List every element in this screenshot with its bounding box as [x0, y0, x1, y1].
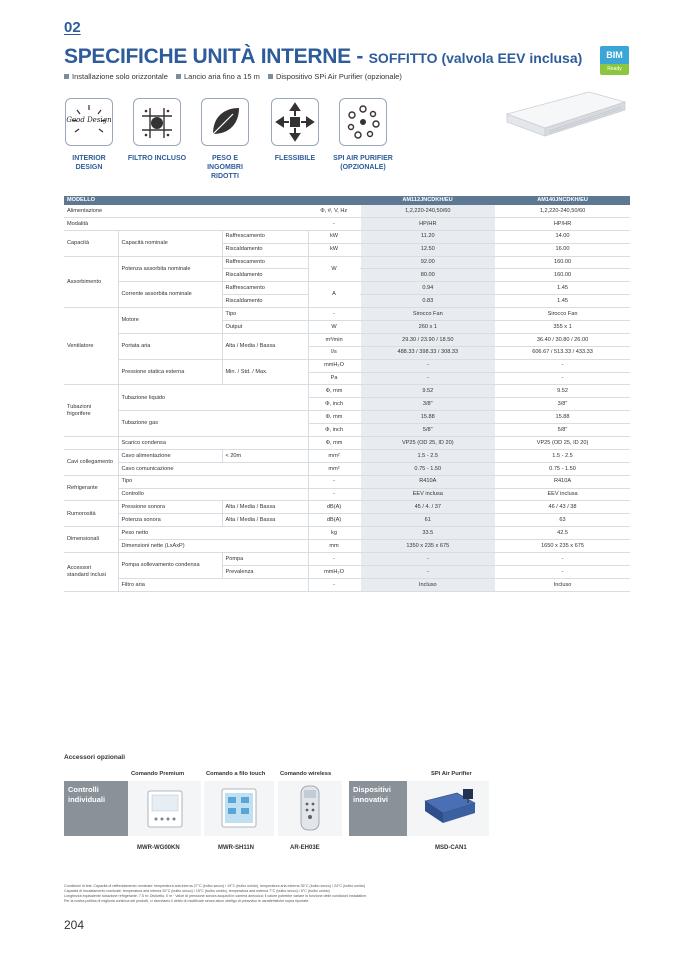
row-value: 1,2,220-240,50/60 — [360, 205, 495, 217]
row-unit: Φ, inch — [308, 398, 360, 411]
row-value: 5/8" — [360, 424, 495, 437]
row-sub: Tubazione gas — [118, 411, 308, 437]
leaf-icon — [201, 98, 249, 146]
row-detail: Riscaldamento — [222, 295, 308, 308]
accessories-title: Accessori opzionali — [64, 754, 126, 761]
devices-category: Dispositivi innovativi — [349, 781, 407, 836]
table-row — [64, 462, 630, 475]
row-unit: kW — [308, 243, 360, 256]
page-number: 204 — [64, 918, 85, 932]
row-value: 3/8" — [495, 398, 630, 411]
footnote-line: Lunghezza equivalente tubazione refrigerante: 7.5 m; Dislivello: 0 m · Valori di pressione sonora acquisiti in camera anecoica; il valore potrebbe variare in funzione delle condizioni installative. — [64, 894, 367, 898]
ceiling-unit-image — [503, 82, 627, 144]
row-value: R410A — [360, 475, 495, 488]
row-detail: < 20m — [222, 449, 308, 462]
row-value: 46 / 43 / 38 — [495, 501, 630, 514]
row-value: 0.94 — [360, 282, 495, 295]
accessory-purifier-image — [407, 781, 489, 836]
row-detail: Riscaldamento — [222, 243, 308, 256]
row-unit: - — [308, 578, 360, 591]
row-value: 14.00 — [495, 230, 630, 243]
header-model-label: MODELLO — [64, 196, 360, 205]
spec-table — [64, 196, 630, 592]
row-unit: - — [308, 475, 360, 488]
feature-label: PESO E INGOMBRI RIDOTTI — [207, 155, 243, 180]
row-value: - — [360, 359, 495, 372]
row-sub: Tipo — [118, 475, 308, 488]
row-value: 0.83 — [360, 295, 495, 308]
row-group: Ventilatore — [64, 308, 118, 385]
row-unit: Φ, inch — [308, 424, 360, 437]
row-value: HP/HR — [360, 217, 495, 230]
row-unit: Φ, #, V, Hz — [308, 205, 360, 217]
table-row — [64, 282, 630, 295]
row-sub: Corrente assorbita nominale — [118, 282, 222, 308]
row-group: Dimensionali — [64, 527, 118, 553]
row-unit: Φ, mm — [308, 411, 360, 424]
row-unit: - — [308, 217, 360, 230]
row-sub: Potenza assorbita nominale — [118, 256, 222, 282]
row-detail: Raffrescamento — [222, 282, 308, 295]
table-header-row — [64, 196, 630, 205]
table-row — [64, 205, 630, 217]
footnote-line: Per la nostra politica di miglioria continua dei prodotti, ci riserviamo il diritto di modificare senza alcun obbligo di preavviso le caratteristiche sopra riportate. — [64, 899, 310, 903]
row-unit: W — [308, 321, 360, 334]
row-unit: - — [308, 488, 360, 501]
row-value: 606.67 / 513.33 / 433.33 — [495, 346, 630, 359]
row-unit: dB(A) — [308, 501, 360, 514]
bullet-item: Dispositivo SPi Air Purifier (opzionale) — [268, 72, 402, 81]
feature-flexible — [264, 98, 326, 163]
section-number: 02 — [64, 19, 81, 36]
row-unit: Φ, mm — [308, 437, 360, 450]
row-label: Alimentazione — [64, 205, 308, 217]
row-value: - — [360, 565, 495, 578]
row-unit: Pa — [308, 372, 360, 385]
good-design-icon — [65, 98, 113, 146]
table-row — [64, 411, 630, 424]
row-sub: Peso netto — [118, 527, 308, 540]
feature-weight — [194, 98, 256, 181]
row-value: 1350 x 235 x 675 — [360, 540, 495, 553]
header-model-2: AM140JNCDKH/EU — [495, 196, 630, 205]
row-value: 3/8" — [360, 398, 495, 411]
row-group — [64, 437, 118, 450]
row-value: 9.52 — [360, 385, 495, 398]
row-value: VP25 (OD 25, ID 20) — [495, 437, 630, 450]
table-row — [64, 501, 630, 514]
table-row — [64, 333, 630, 346]
row-unit: mm — [308, 540, 360, 553]
table-row — [64, 449, 630, 462]
row-value: 260 x 1 — [360, 321, 495, 334]
table-row — [64, 359, 630, 372]
header-model-1: AM112JNCDKH/EU — [360, 196, 495, 205]
row-unit: dB(A) — [308, 514, 360, 527]
row-value: - — [495, 359, 630, 372]
title-subtitle: SOFFITTO (valvola EEV inclusa) — [368, 50, 583, 66]
row-detail: Tipo — [222, 308, 308, 321]
row-value: EEV inclusa — [495, 488, 630, 501]
table-row — [64, 230, 630, 243]
feature-label: FILTRO INCLUSO — [127, 155, 187, 162]
row-value: 0.75 - 1.50 — [495, 462, 630, 475]
table-row — [64, 217, 630, 230]
row-value: 160.00 — [495, 256, 630, 269]
row-value: - — [360, 372, 495, 385]
row-value: VP25 (OD 25, ID 20) — [360, 437, 495, 450]
table-row — [64, 514, 630, 527]
row-unit: l/s — [308, 346, 360, 359]
row-detail: Alta / Media / Bassa — [222, 514, 308, 527]
row-value: Incluso — [360, 578, 495, 591]
row-value: 160.00 — [495, 269, 630, 282]
accessory-code: MSD-CAN1 — [435, 845, 467, 851]
row-detail: Output — [222, 321, 308, 334]
row-value: 80.00 — [360, 269, 495, 282]
row-detail: Riscaldamento — [222, 269, 308, 282]
table-row — [64, 308, 630, 321]
row-group: Capacità — [64, 230, 118, 256]
row-sub: Pressione statica esterna — [118, 359, 222, 385]
row-value: 16.00 — [495, 243, 630, 256]
row-value: 36.40 / 30.80 / 26.00 — [495, 333, 630, 346]
row-sub: Potenza sonora — [118, 514, 222, 527]
bim-badge-top: BIM — [600, 46, 629, 64]
page-title — [64, 45, 582, 69]
accessory-touch-image — [204, 781, 274, 836]
row-sub: Pompa sollevamento condensa — [118, 553, 222, 579]
row-value: HP/HR — [495, 217, 630, 230]
row-value: 12.50 — [360, 243, 495, 256]
row-value: 15.88 — [495, 411, 630, 424]
row-value: 1.45 — [495, 282, 630, 295]
row-value: R410A — [495, 475, 630, 488]
row-value: Sirocco Fan — [495, 308, 630, 321]
controls-category: Controlli individuali — [64, 781, 128, 836]
row-group: Rumorosità — [64, 501, 118, 527]
row-value: 11.20 — [360, 230, 495, 243]
table-row — [64, 540, 630, 553]
row-unit: mm² — [308, 449, 360, 462]
row-detail: Min. / Std. / Max. — [222, 359, 308, 385]
row-value: 1.5 - 2.5 — [495, 449, 630, 462]
table-row — [64, 437, 630, 450]
feature-bullets — [64, 72, 408, 81]
table-row — [64, 578, 630, 591]
accessory-code: AR-EH03E — [290, 845, 320, 851]
row-value: 33.5 — [360, 527, 495, 540]
accessory-name: Comando wireless — [280, 771, 332, 777]
row-value: 45 / 4. / 37 — [360, 501, 495, 514]
row-unit: m³/min — [308, 333, 360, 346]
footnote-line: Capacità di riscaldamento nominale: temperatura aria interna 20°C (bulbo secco) / 15°C (bulbo umido), temperatura aria esterna 7°C (bulbo secco) / 6°C (bulbo umido) — [64, 889, 330, 893]
table-row — [64, 385, 630, 398]
bim-badge-bottom: Ready — [600, 64, 629, 75]
row-unit: Φ, mm — [308, 385, 360, 398]
row-value: 5/8" — [495, 424, 630, 437]
row-value: 1.45 — [495, 295, 630, 308]
row-value: 63 — [495, 514, 630, 527]
footnote-line: Condizioni di test: Capacità di raffreddamento nominale: temperatura aria interna 27°C (bulbo secco) / 19°C (bulbo umido), temperatura aria esterna 35°C (bulbo secco) / 24°C (bulbo umido) — [64, 884, 366, 888]
row-value: - — [495, 372, 630, 385]
row-group: Tubazioni frigorifere — [64, 385, 118, 437]
row-value: 29.30 / 23.90 / 18.50 — [360, 333, 495, 346]
accessory-name: Comando a filo touch — [206, 771, 266, 777]
row-unit: mmH₂O — [308, 565, 360, 578]
row-sub: Scarico condensa — [118, 437, 308, 450]
row-detail: Alta / Media / Bassa — [222, 333, 308, 359]
row-unit: kg — [308, 527, 360, 540]
table-row — [64, 256, 630, 269]
row-sub: Tubazione liquido — [118, 385, 308, 411]
row-group: Assorbimento — [64, 256, 118, 308]
feature-label: SPI AIR PURIFIER (OPZIONALE) — [333, 155, 393, 171]
row-sub: Filtro aria — [118, 578, 308, 591]
row-value: 355 x 1 — [495, 321, 630, 334]
row-detail: Alta / Media / Bassa — [222, 501, 308, 514]
airflow-arrows-icon — [271, 98, 319, 146]
row-detail: Raffrescamento — [222, 256, 308, 269]
row-detail: Raffrescamento — [222, 230, 308, 243]
row-value: 9.52 — [495, 385, 630, 398]
row-group: Refrigerante — [64, 475, 118, 501]
table-row — [64, 488, 630, 501]
row-label: Modalità — [64, 217, 308, 230]
accessory-name: SPi Air Purifier — [431, 771, 472, 777]
good-design-text: Good Design — [66, 116, 112, 124]
row-value: 488.33 / 398.33 / 308.33 — [360, 346, 495, 359]
row-unit: - — [308, 553, 360, 566]
feature-label: INTERIOR DESIGN — [72, 155, 106, 171]
row-sub: Cavo comunicazione — [118, 462, 308, 475]
row-value: 42.5 — [495, 527, 630, 540]
row-value: - — [495, 553, 630, 566]
row-value: 0.75 - 1.50 — [360, 462, 495, 475]
row-detail: Pompa — [222, 553, 308, 566]
feature-filter — [126, 98, 188, 163]
feature-air-purifier — [332, 98, 394, 172]
table-row — [64, 553, 630, 566]
bullet-item: Installazione solo orizzontale — [64, 72, 168, 81]
row-sub: Cavo alimentazione — [118, 449, 222, 462]
row-value: 1.5 - 2.5 — [360, 449, 495, 462]
row-value: - — [360, 553, 495, 566]
row-unit: kW — [308, 230, 360, 243]
row-value: 1,2,220-240,50/60 — [495, 205, 630, 217]
row-sub: Motore — [118, 308, 222, 334]
row-value: - — [495, 565, 630, 578]
row-unit: - — [308, 308, 360, 321]
row-sub: Capacità nominale — [118, 230, 222, 256]
purifier-icon — [339, 98, 387, 146]
accessory-name: Comando Premium — [131, 771, 185, 777]
row-value: 15.88 — [360, 411, 495, 424]
row-value: 61 — [360, 514, 495, 527]
feature-interior-design — [58, 98, 120, 172]
row-value: Sirocco Fan — [360, 308, 495, 321]
row-unit: A — [308, 282, 360, 308]
feature-label: FLESSIBILE — [274, 155, 316, 162]
accessory-code: MWR-SH11N — [218, 845, 255, 851]
accessory-premium-image — [128, 781, 201, 836]
row-group: Accessori standard inclusi — [64, 553, 118, 592]
row-value: Incluso — [495, 578, 630, 591]
table-row — [64, 475, 630, 488]
row-value: 92.00 — [360, 256, 495, 269]
row-detail: Prevalenza — [222, 565, 308, 578]
footnotes — [64, 884, 484, 904]
accessory-code: MWR-WG00KN — [137, 845, 180, 851]
bullet-item: Lancio aria fino a 15 m — [176, 72, 260, 81]
table-row — [64, 527, 630, 540]
row-unit: mm² — [308, 462, 360, 475]
row-sub: Controllo — [118, 488, 308, 501]
accessory-wireless-image — [278, 781, 342, 836]
row-value: EEV inclusa — [360, 488, 495, 501]
bim-ready-badge — [600, 46, 629, 76]
row-group: Cavi collegamento — [64, 449, 118, 475]
filter-icon — [133, 98, 181, 146]
row-sub: Portata aria — [118, 333, 222, 359]
title-main: SPECIFICHE UNITÀ INTERNE - — [64, 45, 369, 68]
row-value: 1650 x 235 x 675 — [495, 540, 630, 553]
row-unit: W — [308, 256, 360, 282]
row-sub: Dimensioni nette (LxAxP) — [118, 540, 308, 553]
row-sub: Pressione sonora — [118, 501, 222, 514]
row-unit: mmH₂O — [308, 359, 360, 372]
